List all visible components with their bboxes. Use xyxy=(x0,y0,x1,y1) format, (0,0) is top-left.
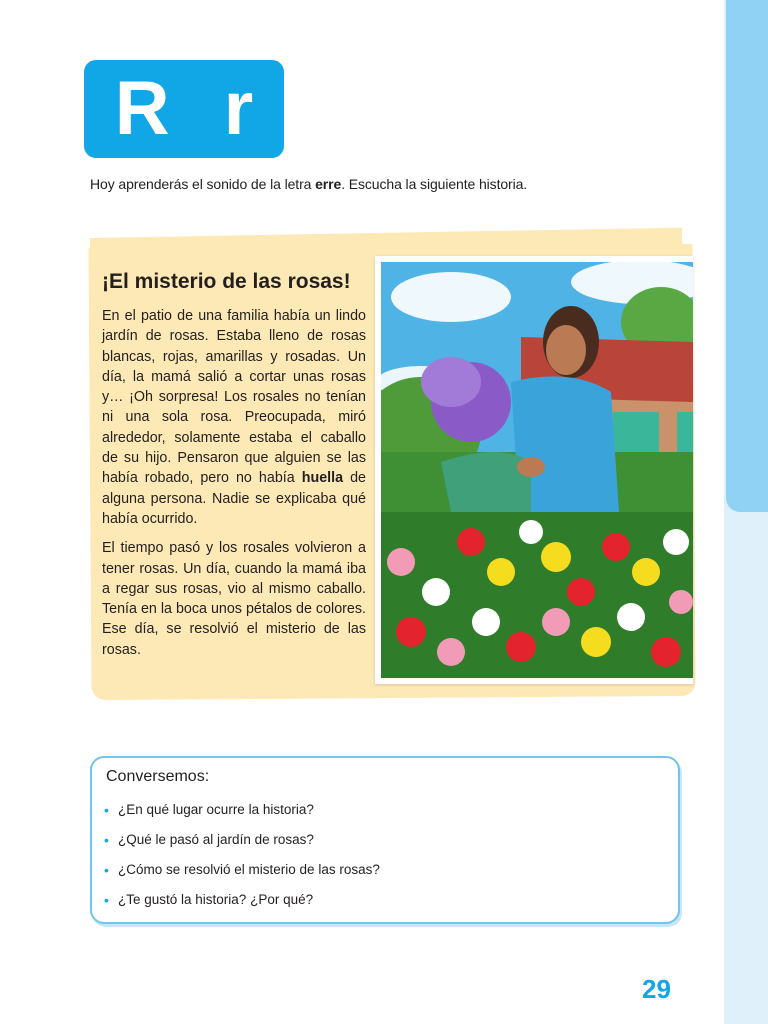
bullet-icon: • xyxy=(104,892,109,908)
intro-text xyxy=(90,176,690,192)
story-text xyxy=(102,306,366,669)
woman-watering-roses-image xyxy=(381,262,693,678)
question-text: ¿Te gustó la historia? ¿Por qué? xyxy=(118,892,314,907)
story-title: ¡El misterio de las rosas! xyxy=(102,270,351,293)
question-item xyxy=(104,832,380,862)
question-item xyxy=(104,802,380,832)
bullet-icon: • xyxy=(104,832,109,848)
letter-heading xyxy=(84,60,284,158)
garden-illustration xyxy=(375,256,693,684)
question-text: ¿Cómo se resolvió el misterio de las rosas? xyxy=(118,862,380,877)
intro-after: . Escucha la siguiente historia. xyxy=(341,176,528,192)
bullet-icon: • xyxy=(104,862,109,878)
bullet-icon: • xyxy=(104,802,109,818)
lowercase-letter: r xyxy=(223,66,254,151)
question-item xyxy=(104,892,380,922)
intro-before: Hoy aprenderás el sonido de la letra xyxy=(90,176,316,192)
page-number: 29 xyxy=(642,974,671,1004)
question-text: ¿En qué lugar ocurre la historia? xyxy=(118,802,314,817)
story-p1-part-b: de alguna persona. Nadie se explicaba qué había ocurrido. xyxy=(102,470,366,527)
question-list xyxy=(104,802,380,922)
conversemos-title: Conversemos: xyxy=(106,768,210,785)
story-paragraph-2: El tiempo pasó y los rosales volvieron a tener rosas. Un día, cuando la mamá iba a regar sus rosas, vio al mismo caballo. Tenía en la boca unos pétalos de colores. Ese día, se resolvió el misterio de las rosas. xyxy=(102,540,366,658)
story-p1-part-a: En el patio de una familia había un lindo jardín de rosas. Estaba lleno de rosas blancas, rojas, amarillas y rosadas. Un día, la mamá salió a cortar unas rosas y… ¡Oh sorpresa! Los rosales no tenían ni una sola rosa. Preocupada, miró alrededor, solamente estaba el caballo de su hijo. Pensaron que alguien se las había robado, pero no había xyxy=(102,308,366,487)
chapter-tab xyxy=(726,0,768,512)
question-text: ¿Qué le pasó al jardín de rosas? xyxy=(118,832,314,847)
intro-bold-word: erre xyxy=(315,176,342,192)
uppercase-letter: R xyxy=(114,66,170,151)
story-bold-word: huella xyxy=(301,470,344,487)
story-paragraph-1 xyxy=(102,306,366,529)
question-item xyxy=(104,862,380,892)
conversemos-box xyxy=(90,756,680,924)
